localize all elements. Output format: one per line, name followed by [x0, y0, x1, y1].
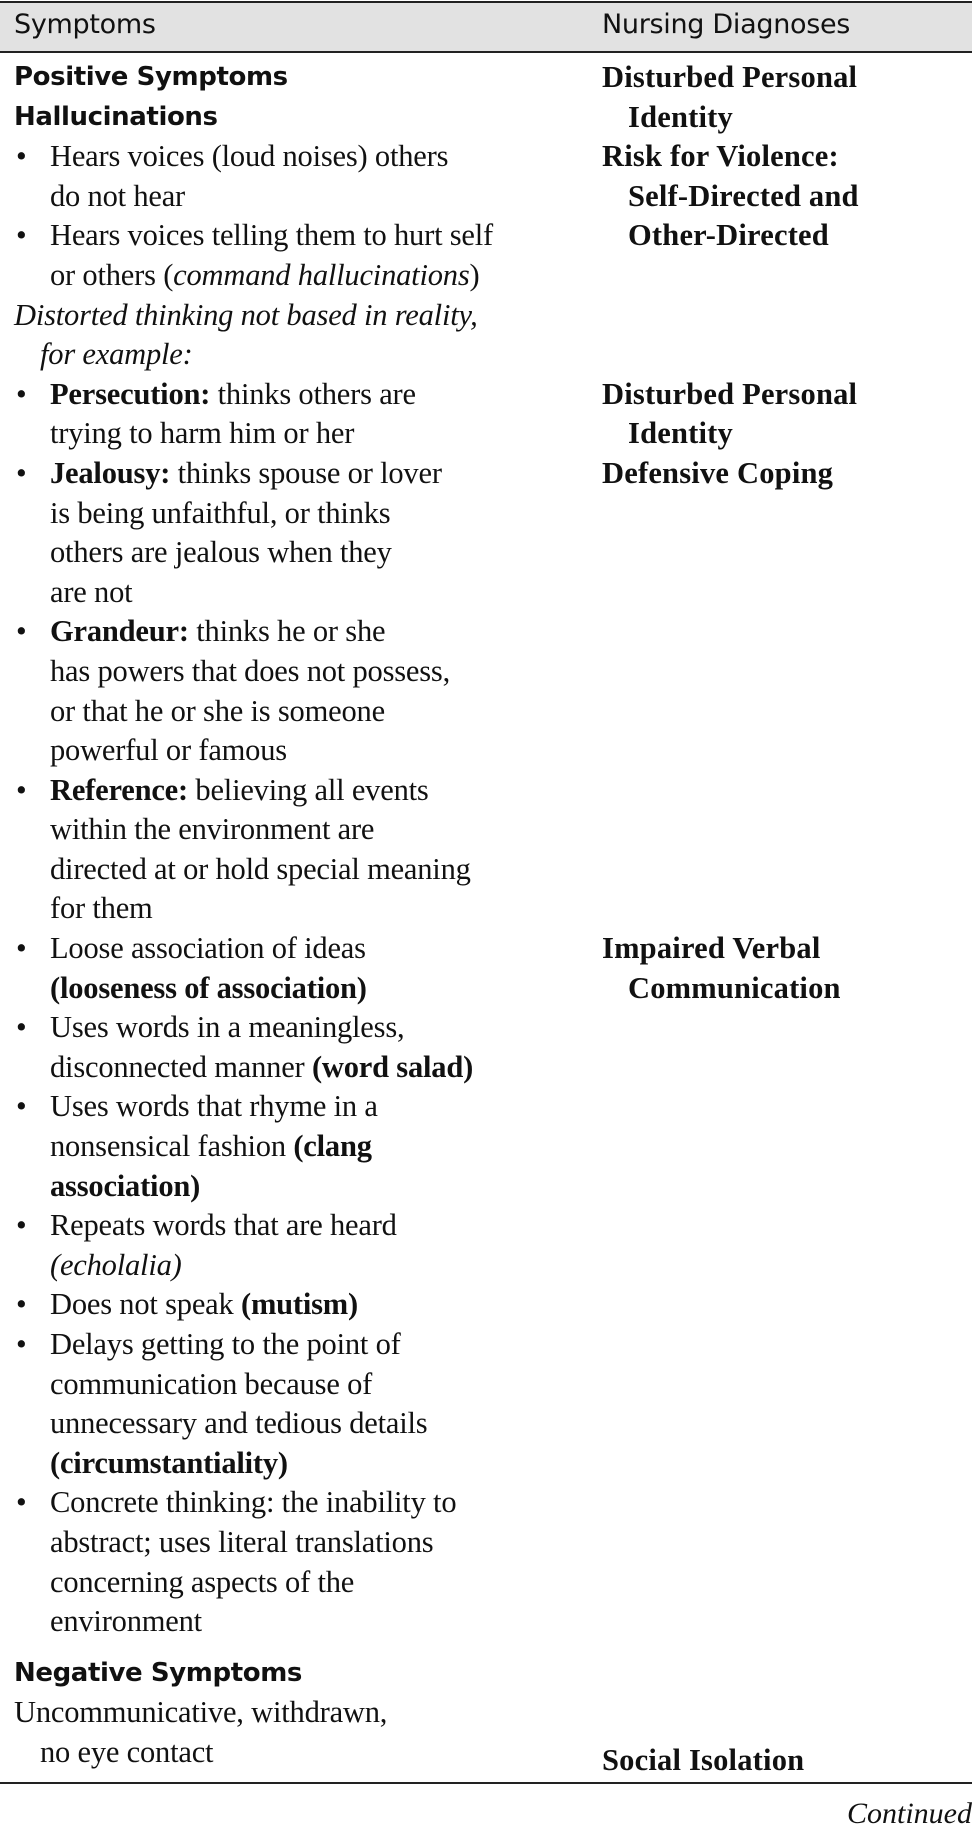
- negative-symptom-text: Uncommunicative, withdrawn,: [14, 1695, 388, 1730]
- list-item: • Uses words in a meaningless, disconnected manner (word salad): [14, 1008, 574, 1087]
- list-item: • Jealousy: thinks spouse or lover is being unfaithful, or thinks others are jealous when they are not: [14, 454, 574, 612]
- diagnosis-defensive-coping: Defensive Coping: [602, 455, 834, 490]
- symptoms-column: Positive Symptoms Hallucinations • Hears voices (loud noises) others do not hear • Hears voices telling them to hurt self or others (command hallucinations) Distorted thinking not based in reality, for example: • Persecution: thinks others are trying to harm him or her • Jealousy: thinks spouse or lover is being unfaithful, or thinks others are jealous when they are not • Grandeur: thinks he or she has powers that does not possess, or that he or she is someone powerful or famous • Reference: believing all events within the environment are directed at or hold special meaning for them • Loose association of ideas (looseness of association) • Uses words in a meaningless, disconnected manner (word salad) • Uses words that rhyme in a nonsensical fashion (clang association) • Repeats words that are heard (echolalia) • Does not speak (mutism) • Delays getting to the point of communication because of unnecessary and tedious details (circumstantiality) • Concrete thinking: the inability to abstract; uses literal translations concerning aspects of the environment Negative Symptoms Uncommunicative, withdrawn, no eye contact: [14, 58, 574, 1773]
- list-item: • Grandeur: thinks he or she has powers that does not possess, or that he or she is someone powerful or famous: [14, 612, 574, 770]
- distorted-thinking-intro: Distorted thinking not based in reality,: [14, 297, 478, 332]
- list-item: • Persecution: thinks others are trying to harm him or her: [14, 375, 574, 454]
- diagnosis-impaired-verbal-communication: Impaired Verbal Communication: [602, 931, 841, 1005]
- header-nursing-diagnoses: Nursing Diagnoses: [602, 9, 851, 40]
- diagnosis-social-isolation: Social Isolation: [602, 1743, 805, 1778]
- list-item: • Delays getting to the point of communication because of unnecessary and tedious details (circumstantiality): [14, 1325, 574, 1483]
- header-symptoms: Symptoms: [14, 9, 156, 40]
- table-bottom-rule: [0, 1782, 972, 1784]
- list-item: • Hears voices telling them to hurt self or others (command hallucinations): [14, 216, 574, 295]
- diagnoses-column: [602, 58, 962, 1781]
- hallucinations-heading: Hallucinations: [14, 101, 218, 132]
- list-item: • Loose association of ideas (looseness of association): [14, 929, 574, 1008]
- diagnosis-disturbed-personal-identity: Disturbed Personal Identity: [602, 60, 858, 134]
- table-header: [0, 1, 972, 53]
- list-item: • Concrete thinking: the inability to abstract; uses literal translations concerning aspects of the environment: [14, 1483, 574, 1641]
- list-item: • Uses words that rhyme in a nonsensical fashion (clang association): [14, 1087, 574, 1206]
- diagnosis-disturbed-personal-identity-2: Disturbed Personal Identity: [602, 376, 858, 451]
- list-item: • Does not speak (mutism): [14, 1285, 574, 1325]
- negative-symptoms-heading: Negative Symptoms: [14, 1657, 302, 1688]
- positive-symptoms-heading: Positive Symptoms: [14, 62, 288, 92]
- diagnosis-risk-for-violence: Risk for Violence: Self-Directed and Other-Directed: [602, 139, 859, 253]
- continued-label: Continued: [847, 1797, 972, 1830]
- list-item: • Repeats words that are heard (echolalia): [14, 1206, 574, 1285]
- list-item: • Reference: believing all events within the environment are directed at or hold special meaning for them: [14, 771, 574, 929]
- list-item: • Hears voices (loud noises) others do not hear: [14, 137, 574, 216]
